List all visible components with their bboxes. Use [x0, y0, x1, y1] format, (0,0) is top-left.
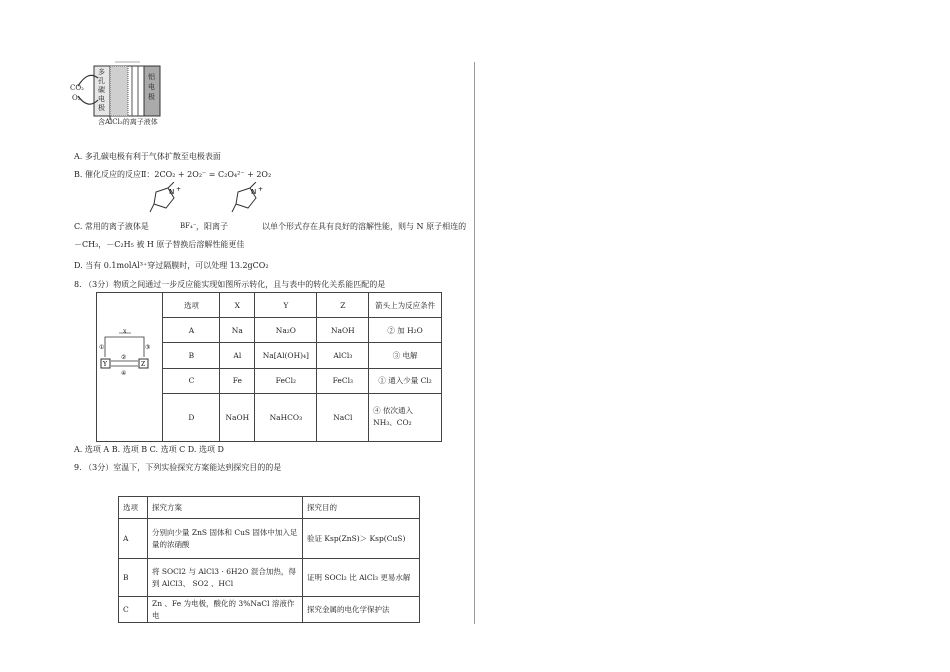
row-a-z: NaOH	[317, 318, 369, 343]
question-8-stem: 8. （3分）物质之间通过一步反应能实现如图所示转化，且与表中的转化关系能匹配的是	[74, 280, 386, 289]
option-c-part4: －CH₃，－C₂H₅ 被 H 原子替换后溶解性能更佳	[74, 240, 245, 249]
question-9-table	[118, 496, 420, 623]
q9-row-b-option: B	[119, 559, 148, 597]
option-c-part1: C. 常用的离子液体是	[74, 222, 149, 231]
question-8-table	[96, 292, 442, 442]
arrow-1-label: ①	[99, 344, 105, 351]
row-a-y: Na₂O	[255, 318, 317, 343]
column-divider	[474, 62, 475, 624]
node-x: X	[123, 329, 127, 335]
q9-header-plan: 探究方案	[148, 497, 303, 519]
option-c-part2: ，阳离子	[196, 222, 228, 231]
option-c-anion: BF₄⁻	[180, 222, 197, 230]
transformation-diagram-cell	[97, 293, 163, 442]
question-8-answers: A. 选项 A B. 选项 B C. 选项 C D. 选项 D	[74, 445, 224, 454]
header-z: Z	[317, 293, 369, 318]
left-electrode-label: 多孔碳电极	[98, 68, 105, 112]
q9-row-c-option: C	[119, 597, 148, 623]
right-electrode-label: 铝电极	[148, 73, 155, 101]
row-a-option: A	[163, 318, 220, 343]
row-c-option: C	[163, 368, 220, 393]
q9-header-purpose: 探究目的	[303, 497, 420, 519]
node-z: Z	[141, 361, 146, 368]
row-a-x: Na	[220, 318, 255, 343]
imidazolium-structure-2	[228, 182, 264, 218]
row-b-condition: ③ 电解	[369, 343, 442, 368]
node-y: Y	[103, 361, 107, 368]
q9-row-c-purpose: 探究金属的电化学保护法	[303, 597, 420, 623]
option-c-part3: 以单个形式存在具有良好的溶解性能，则与 N 原子相连的	[262, 222, 467, 231]
svg-text:N: N	[251, 188, 257, 196]
row-c-condition: ① 通入少量 Cl₂	[369, 368, 442, 393]
question-9-stem: 9. （3分）室温下，下列实验探究方案能达到探究目的的是	[74, 463, 282, 472]
table-header-row	[119, 497, 420, 519]
q9-row-c-plan: Zn 、Fe 为电极，酸化的 3%NaCl 溶液作电	[148, 597, 303, 623]
row-d-option: D	[163, 393, 220, 441]
row-d-y: NaHCO₃	[255, 393, 317, 441]
table-row	[119, 597, 420, 623]
row-c-x: Fe	[220, 368, 255, 393]
header-y: Y	[255, 293, 317, 318]
row-d-condition: ④ 依次通入 NH₃、CO₂	[369, 393, 442, 441]
q9-row-a-purpose: 验证 Ksp(ZnS)＞ Ksp(CuS)	[303, 519, 420, 559]
o2-label: O₂	[72, 94, 81, 102]
q9-row-a-plan: 分别向少量 ZnS 固体和 CuS 固体中加入足量的浓硝酸	[148, 519, 303, 559]
co2-label: CO₂	[70, 84, 84, 92]
row-d-z: NaCl	[317, 393, 369, 441]
q9-row-b-plan: 将 SOCl2 与 AlCl3 · 6H2O 混合加热，得到 AlCl3、 SO2 、HCl	[148, 559, 303, 597]
row-b-z: AlCl₃	[317, 343, 369, 368]
svg-text:+: +	[258, 186, 264, 193]
row-b-option: B	[163, 343, 220, 368]
figure-caption: 含AlCl₃的离子液体	[98, 118, 158, 126]
table-row	[119, 519, 420, 559]
option-b: B. 催化反应的反应Ⅱ：2CO₂ + 2O₂⁻ = C₂O₄²⁻ + 2O₂	[74, 170, 272, 179]
transformation-diagram	[97, 293, 159, 439]
imidazolium-structure-1	[146, 182, 182, 218]
svg-text:N: N	[169, 188, 175, 196]
arrow-4-label: ④	[121, 370, 127, 377]
option-d: D. 当有 0.1molAl³⁺穿过隔膜时，可以处理 13.2gCO₂	[74, 261, 269, 270]
row-c-z: FeCl₃	[317, 368, 369, 393]
row-a-condition: ② 加 H₂O	[369, 318, 442, 343]
table-row	[119, 559, 420, 597]
row-d-x: NaOH	[220, 393, 255, 441]
row-b-y: Na[Al(OH)₄]	[255, 343, 317, 368]
q9-header-option: 选项	[119, 497, 148, 519]
q9-row-a-option: A	[119, 519, 148, 559]
arrow-2-label: ②	[121, 354, 127, 361]
table-header-row	[97, 293, 442, 318]
header-x: X	[220, 293, 255, 318]
header-option: 选项	[163, 293, 220, 318]
row-b-x: Al	[220, 343, 255, 368]
q9-row-b-purpose: 证明 SOCl₂ 比 AlCl₃ 更易水解	[303, 559, 420, 597]
svg-text:+: +	[176, 186, 182, 193]
arrow-3-label: ③	[145, 344, 151, 351]
option-a: A. 多孔碳电极有利于气体扩散至电极表面	[74, 152, 221, 161]
header-condition: 箭头上为反应条件	[369, 293, 442, 318]
row-c-y: FeCl₂	[255, 368, 317, 393]
electrochem-figure	[70, 58, 170, 130]
